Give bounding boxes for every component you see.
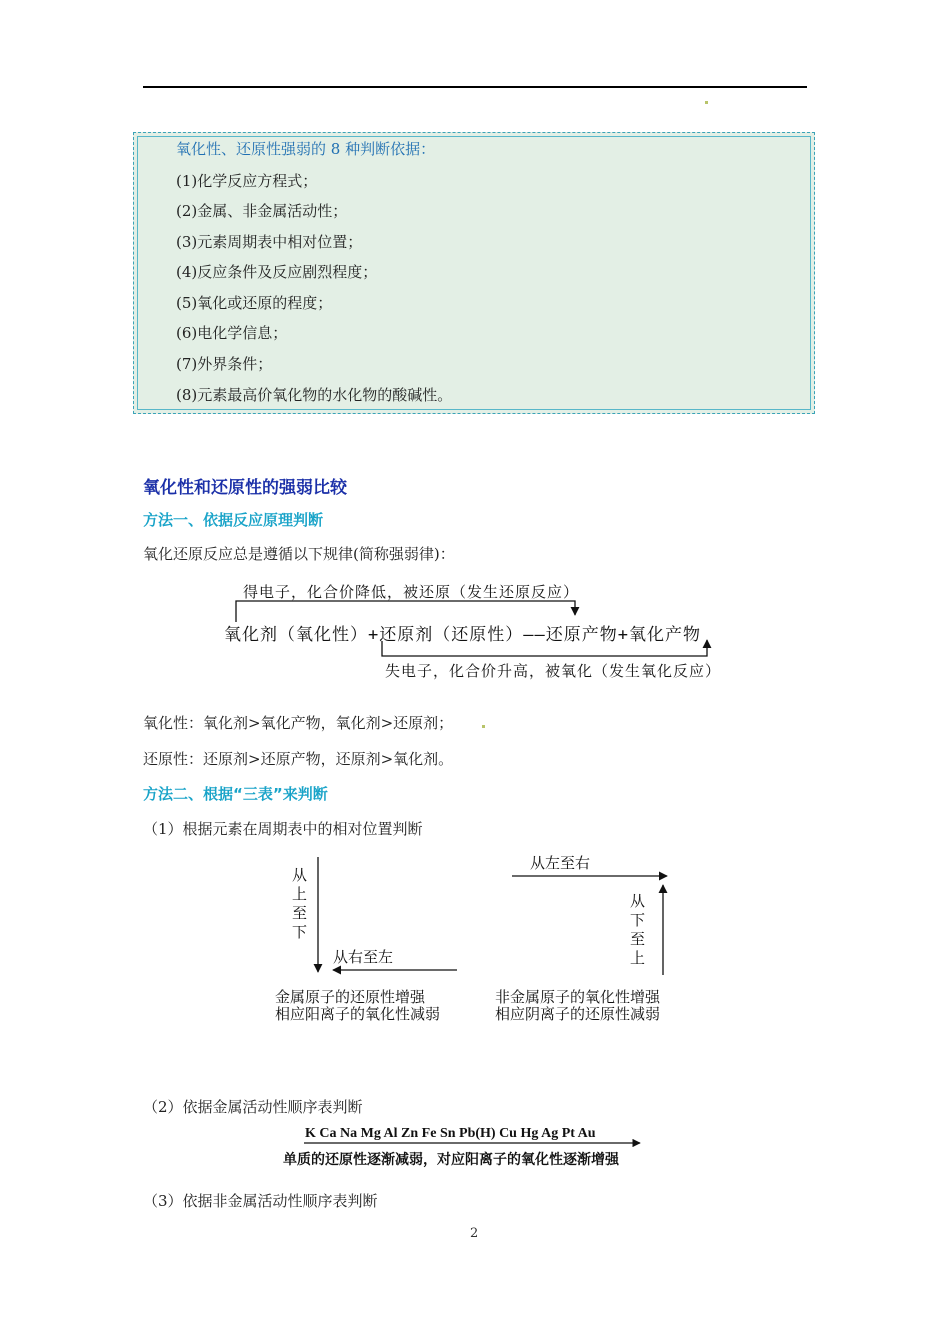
right-to-left-label: 从右至左 xyxy=(333,948,394,966)
oxidizing-rule: 氧化性：氧化剂>氧化产物，氧化剂>还原剂； xyxy=(143,714,454,732)
metal-activity-note: 单质的还原性逐渐减弱，对应阳离子的氧化性逐渐增强 xyxy=(283,1152,619,1168)
oxidation-label: 失电子，化合价升高，被氧化（发生氧化反应） xyxy=(385,662,722,680)
bottom-to-top-label: 从下至上 xyxy=(630,892,646,967)
reduction-label: 得电子，化合价降低，被还原（发生还原反应） xyxy=(243,583,580,601)
metal-activity-subheading: （2）依据金属活动性顺序表判断 xyxy=(143,1098,363,1116)
summary-item: (7)外界条件； xyxy=(176,355,273,373)
summary-item: (6)电化学信息； xyxy=(176,324,288,342)
method2-heading: 方法二、根据“三表”来判断 xyxy=(143,785,328,803)
summary-item: (2)金属、非金属活动性； xyxy=(176,202,348,220)
summary-item: (5)氧化或还原的程度； xyxy=(176,294,333,312)
anion-reducing-label: 相应阴离子的还原性减弱 xyxy=(495,1005,661,1023)
redox-equation: 氧化剂（氧化性）+还原剂（还原性）——还原产物+氧化产物 xyxy=(224,625,701,645)
top-to-bottom-label: 从上至下 xyxy=(292,866,308,941)
summary-item: (4)反应条件及反应剧烈程度； xyxy=(176,263,378,281)
left-to-right-label: 从左至右 xyxy=(530,854,591,872)
summary-item: (8)元素最高价氧化物的水化物的酸碱性。 xyxy=(176,386,453,404)
method1-heading: 方法一、依据反应原理判断 xyxy=(143,511,324,529)
metal-reducing-label: 金属原子的还原性增强 xyxy=(275,988,426,1006)
metal-activity-series: K Ca Na Mg Al Zn Fe Sn Pb(H) Cu Hg Ag Pt Au xyxy=(305,1126,596,1141)
nonmetal-oxidizing-label: 非金属原子的氧化性增强 xyxy=(495,988,661,1006)
summary-item: (1)化学反应方程式； xyxy=(176,172,318,190)
reducing-rule: 还原性：还原剂>还原产物，还原剂>氧化剂。 xyxy=(143,750,454,768)
summary-item: (3)元素周期表中相对位置； xyxy=(176,233,363,251)
nonmetal-activity-subheading: （3）依据非金属活动性顺序表判断 xyxy=(143,1192,378,1210)
page-number: 2 xyxy=(470,1226,479,1241)
decorative-dot xyxy=(482,725,485,728)
section-heading: 氧化性和还原性的强弱比较 xyxy=(143,478,347,498)
summary-title: 氧化性、还原性强弱的 8 种判断依据： xyxy=(176,140,436,158)
method1-intro: 氧化还原反应总是遵循以下规律(简称强弱律)： xyxy=(143,545,455,563)
cation-oxidizing-label: 相应阳离子的氧化性减弱 xyxy=(275,1005,441,1023)
reduction-arrow xyxy=(236,601,575,622)
periodic-subheading: （1）根据元素在周期表中的相对位置判断 xyxy=(143,820,423,838)
